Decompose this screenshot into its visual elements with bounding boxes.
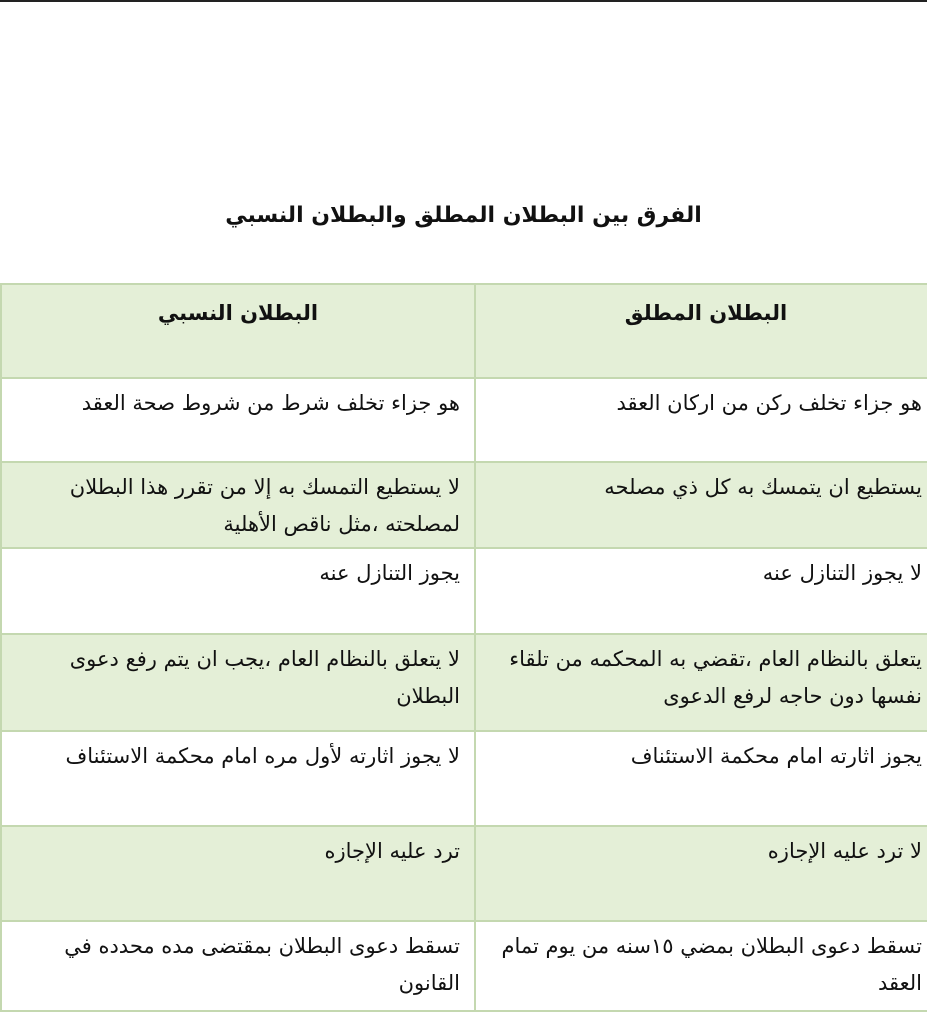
table-row — [1, 548, 927, 634]
comparison-table — [0, 283, 927, 1012]
top-border-line — [0, 0, 927, 2]
cell-absolute: لا يجوز التنازل عنه — [475, 548, 927, 634]
cell-absolute: يجوز اثارته امام محكمة الاستئناف — [475, 731, 927, 826]
cell-absolute: هو جزاء تخلف ركن من اركان العقد — [475, 378, 927, 462]
table-row — [1, 731, 927, 826]
table-row — [1, 634, 927, 731]
cell-relative: لا يتعلق بالنظام العام ،يجب ان يتم رفع دعوى البطلان — [1, 634, 475, 731]
page-title: الفرق بين البطلان المطلق والبطلان النسبي — [225, 203, 702, 228]
cell-absolute: لا ترد عليه الإجازه — [475, 826, 927, 921]
cell-absolute: يستطيع ان يتمسك به كل ذي مصلحه — [475, 462, 927, 548]
cell-absolute: تسقط دعوى البطلان بمضي ١٥سنه من يوم تمام العقد — [475, 921, 927, 1011]
cell-relative: لا يجوز اثارته لأول مره امام محكمة الاستئناف — [1, 731, 475, 826]
cell-relative: ترد عليه الإجازه — [1, 826, 475, 921]
cell-relative: يجوز التنازل عنه — [1, 548, 475, 634]
cell-relative: تسقط دعوى البطلان بمقتضى مده محدده في القانون — [1, 921, 475, 1011]
header-relative-nullity: البطلان النسبي — [1, 284, 475, 378]
cell-relative: لا يستطيع التمسك به إلا من تقرر هذا البطلان لمصلحته ،مثل ناقص الأهلية — [1, 462, 475, 548]
cell-relative: هو جزاء تخلف شرط من شروط صحة العقد — [1, 378, 475, 462]
header-absolute-nullity: البطلان المطلق — [475, 284, 927, 378]
table-row — [1, 462, 927, 548]
table-header-row — [1, 284, 927, 378]
cell-absolute: يتعلق بالنظام العام ،تقضي به المحكمه من تلقاء نفسها دون حاجه لرفع الدعوى — [475, 634, 927, 731]
table-row — [1, 921, 927, 1011]
table-row — [1, 826, 927, 921]
table-row — [1, 378, 927, 462]
